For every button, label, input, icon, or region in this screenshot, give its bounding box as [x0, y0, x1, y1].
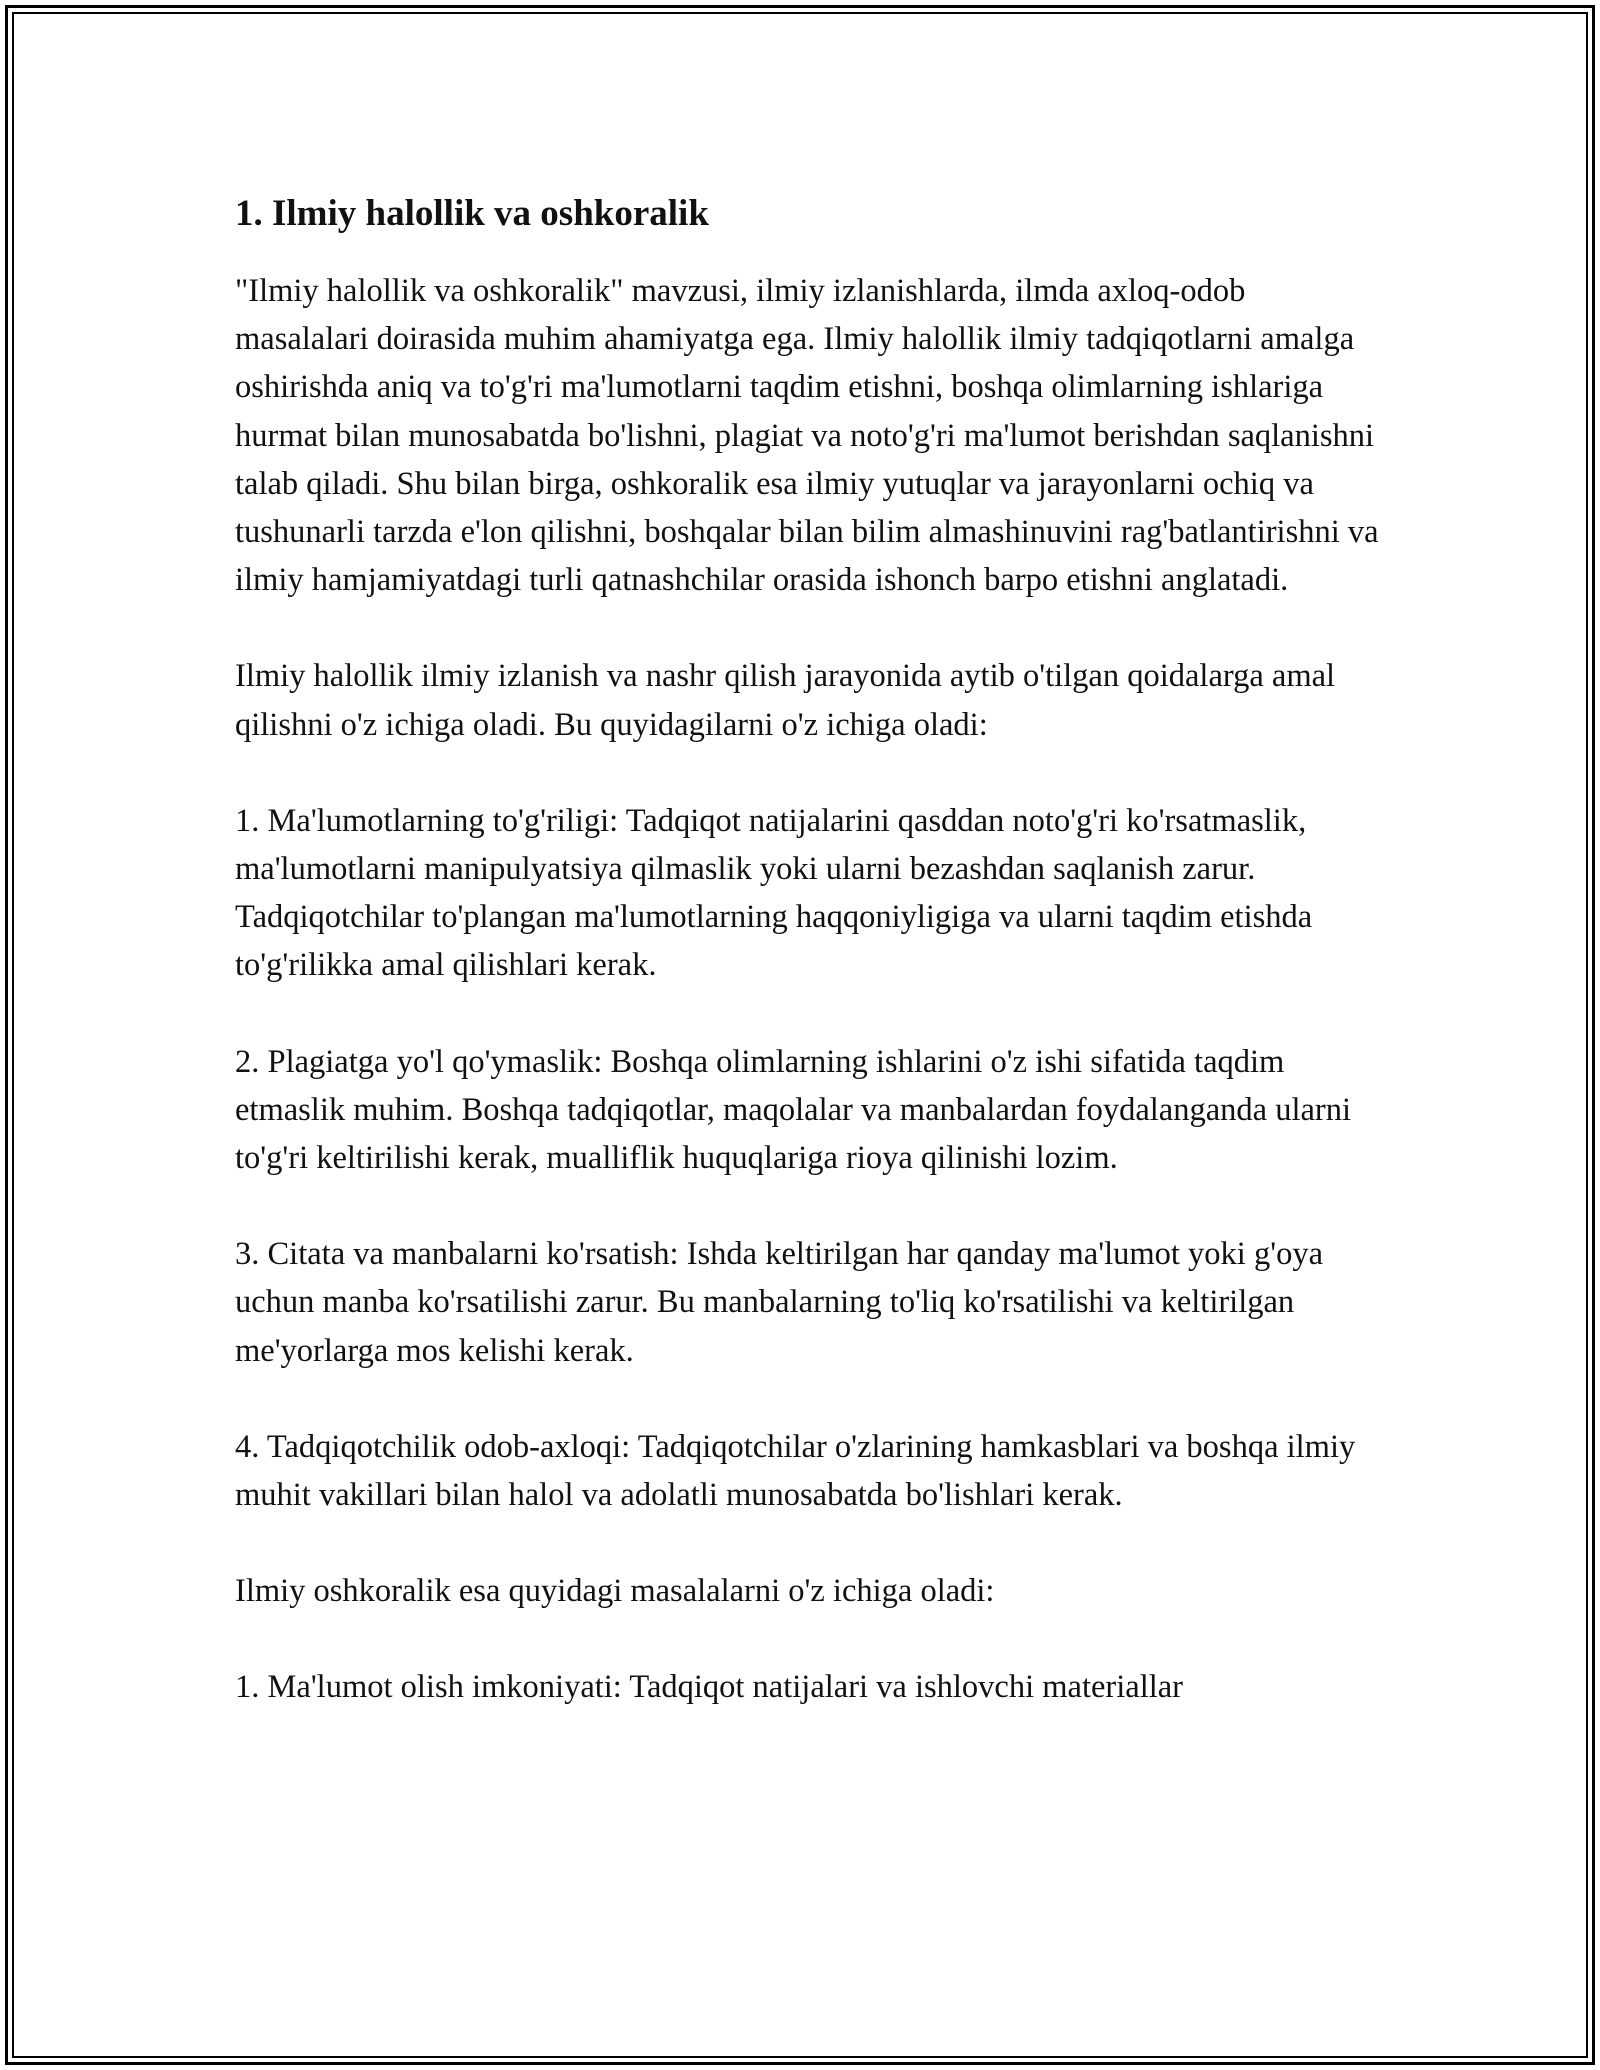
- integrity-intro-paragraph: Ilmiy halollik ilmiy izlanish va nashr qilish jarayonida aytib o'tilgan qoidalarga amal qilishni o'z ichiga oladi. Bu quyidagilarni o'z ichiga oladi:: [235, 658, 1336, 743]
- list-item-research-ethics: 4. Tadqiqotchilik odob-axloqi: Tadqiqotchilar o'zlarining hamkasblari va boshqa ilmiy muhit vakillari bilan halol va adolatli munosabatda bo'lishlari kerak.: [235, 1428, 1356, 1514]
- section-heading: 1. Ilmiy halollik va oshkoralik: [235, 193, 709, 234]
- document-page: [235, 185, 1385, 1712]
- list-item-data-accuracy: 1. Ma'lumotlarning to'g'riligi: Tadqiqot natijalarini qasddan noto'g'ri ko'rsatmaslik, ma'lumotlarni manipulyatsiya qilmaslik yoki ularni bezashdan saqlanish zarur. Tadqiqotchilar to'plangan ma'lumotlarning haqqoniyligiga va ularni taqdim etishda to'g'rilikka amal qilishlari kerak.: [235, 802, 1313, 984]
- list-item-no-plagiarism: 2. Plagiatga yo'l qo'ymaslik: Boshqa olimlarning ishlarini o'z ishi sifatida taqdim etmaslik muhim. Boshqa tadqiqotlar, maqolalar va manbalardan foydalanganda ularni to'g'ri keltirilishi kerak, mualliflik huquqlariga rioya qilinishi lozim.: [235, 1043, 1351, 1177]
- list-item-data-access: 1. Ma'lumot olish imkoniyati: Tadqiqot natijalari va ishlovchi materiallar: [235, 1669, 1184, 1706]
- openness-intro-paragraph: Ilmiy oshkoralik esa quyidagi masalalarni o'z ichiga oladi:: [235, 1573, 995, 1610]
- intro-paragraph: "Ilmiy halollik va oshkoralik" mavzusi, ilmiy izlanishlarda, ilmda axloq-odob masalalari doirasida muhim ahamiyatga ega. Ilmiy halollik ilmiy tadqiqotlarni amalga oshirishda aniq va to'g'ri ma'lumotlarni taqdim etishni, boshqa olimlarning ishlariga hurmat bilan munosabatda bo'lishni, plagiat va noto'g'ri ma'lumot berishdan saqlanishni talab qiladi. Shu bilan birga, oshkoralik esa ilmiy yutuqlar va jarayonlarni ochiq va tushunarli tarzda e'lon qilishni, boshqalar bilan bilim almashinuvini rag'batlantirishni va ilmiy hamjamiyatdagi turli qatnashchilar orasida ishonch barpo etishni anglatadi.: [235, 273, 1379, 599]
- list-item-citations: 3. Citata va manbalarni ko'rsatish: Ishda keltirilgan har qanday ma'lumot yoki g'oya uchun manba ko'rsatilishi zarur. Bu manbalarning to'liq ko'rsatilishi va keltirilgan me'yorlarga mos kelishi kerak.: [235, 1236, 1323, 1369]
